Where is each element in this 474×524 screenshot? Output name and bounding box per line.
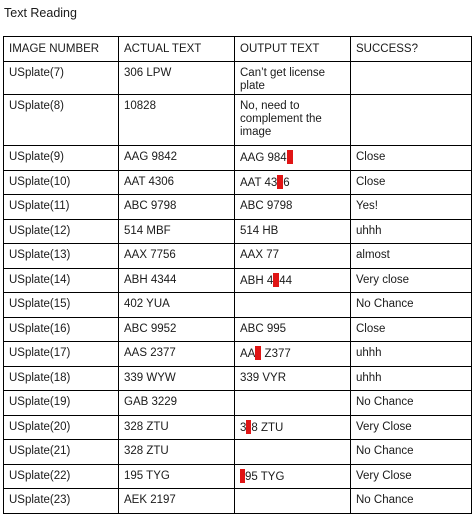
table-row <box>4 244 472 269</box>
cell-actual: 328 ZTU <box>119 415 235 440</box>
cell-actual: AAX 7756 <box>119 244 235 269</box>
header-image-number: IMAGE NUMBER <box>4 37 119 62</box>
cell-image: USplate(22) <box>4 464 119 489</box>
table-row <box>4 366 472 391</box>
cell-actual: 402 YUA <box>119 293 235 318</box>
output-text-before: 3 <box>240 421 247 434</box>
cell-output-text: Can’t get license plate <box>240 67 326 92</box>
cell-actual: 514 MBF <box>119 219 235 244</box>
table-row <box>4 62 472 95</box>
cell-output <box>235 62 351 95</box>
cell-actual: AEK 2197 <box>119 489 235 514</box>
cell-success: Close <box>351 146 472 171</box>
document-title: Text Reading <box>4 6 77 20</box>
cell-output <box>235 342 351 367</box>
cell-output <box>235 464 351 489</box>
cell-output <box>235 293 351 318</box>
cell-output: 514 HB <box>235 219 351 244</box>
header-output-text: OUTPUT TEXT <box>235 37 351 62</box>
cell-image: USplate(9) <box>4 146 119 171</box>
cell-image: USplate(7) <box>4 62 119 95</box>
cell-output: ABC 9798 <box>235 195 351 220</box>
cell-success: Close <box>351 317 472 342</box>
cell-success: Close <box>351 170 472 195</box>
cell-actual: ABC 9798 <box>119 195 235 220</box>
output-text-before: AA <box>240 348 256 361</box>
cell-output <box>235 268 351 293</box>
cell-actual: 306 LPW <box>119 62 235 95</box>
cell-success <box>351 95 472 146</box>
output-text-before: AAG 984 <box>240 152 287 165</box>
cell-actual: 339 WYW <box>119 366 235 391</box>
output-text-after: Z377 <box>261 348 291 361</box>
cell-image: USplate(11) <box>4 195 119 220</box>
cell-success: No Chance <box>351 391 472 416</box>
cell-success: uhhh <box>351 219 472 244</box>
cell-output: 339 VYR <box>235 366 351 391</box>
cell-output: AAX 77 <box>235 244 351 269</box>
cell-image: USplate(16) <box>4 317 119 342</box>
table-row <box>4 391 472 416</box>
output-text-before: AAT 43 <box>240 176 278 189</box>
table-row <box>4 268 472 293</box>
cell-success: No Chance <box>351 489 472 514</box>
table-row <box>4 342 472 367</box>
results-table <box>3 36 472 514</box>
cell-image: USplate(20) <box>4 415 119 440</box>
output-text-before: ABH 4 <box>240 274 274 287</box>
cell-image: USplate(19) <box>4 391 119 416</box>
cell-image: USplate(14) <box>4 268 119 293</box>
cell-output-text: No, need to complement the image <box>240 100 322 138</box>
output-text-after: 44 <box>279 274 293 287</box>
cell-actual: 328 ZTU <box>119 440 235 465</box>
cell-actual: 195 TYG <box>119 464 235 489</box>
cell-image: USplate(10) <box>4 170 119 195</box>
cell-actual: ABC 9952 <box>119 317 235 342</box>
cell-success <box>351 62 472 95</box>
cell-success: No Chance <box>351 440 472 465</box>
cell-output <box>235 489 351 514</box>
cell-image: USplate(17) <box>4 342 119 367</box>
table-row <box>4 219 472 244</box>
cell-output <box>235 95 351 146</box>
table-row <box>4 464 472 489</box>
cell-image: USplate(8) <box>4 95 119 146</box>
cell-success: Yes! <box>351 195 472 220</box>
cell-output <box>235 170 351 195</box>
cell-actual: GAB 3229 <box>119 391 235 416</box>
output-text-after: 6 <box>283 176 290 189</box>
table-row <box>4 415 472 440</box>
cell-output <box>235 146 351 171</box>
cell-actual: 10828 <box>119 95 235 146</box>
table-row <box>4 489 472 514</box>
table-row <box>4 440 472 465</box>
cell-success: No Chance <box>351 293 472 318</box>
table-row <box>4 170 472 195</box>
cell-success: almost <box>351 244 472 269</box>
red-redaction-mark <box>287 150 293 164</box>
header-actual-text: ACTUAL TEXT <box>119 37 235 62</box>
cell-output: ABC 995 <box>235 317 351 342</box>
cell-image: USplate(23) <box>4 489 119 514</box>
cell-success: Very Close <box>351 464 472 489</box>
cell-output <box>235 440 351 465</box>
cell-output <box>235 391 351 416</box>
cell-image: USplate(18) <box>4 366 119 391</box>
cell-success: uhhh <box>351 342 472 367</box>
cell-image: USplate(21) <box>4 440 119 465</box>
cell-success: uhhh <box>351 366 472 391</box>
table-row <box>4 195 472 220</box>
cell-image: USplate(13) <box>4 244 119 269</box>
cell-success: Very close <box>351 268 472 293</box>
output-text-after: 8 ZTU <box>251 421 284 434</box>
table-row <box>4 317 472 342</box>
cell-actual: AAG 9842 <box>119 146 235 171</box>
cell-actual: AAS 2377 <box>119 342 235 367</box>
output-text-after: 95 TYG <box>245 470 285 483</box>
table-row <box>4 293 472 318</box>
cell-success: Very Close <box>351 415 472 440</box>
cell-output <box>235 415 351 440</box>
header-success: SUCCESS? <box>351 37 472 62</box>
cell-actual: AAT 4306 <box>119 170 235 195</box>
table-row <box>4 95 472 146</box>
cell-actual: ABH 4344 <box>119 268 235 293</box>
cell-image: USplate(12) <box>4 219 119 244</box>
header-row <box>4 37 472 62</box>
cell-image: USplate(15) <box>4 293 119 318</box>
table-row <box>4 146 472 171</box>
